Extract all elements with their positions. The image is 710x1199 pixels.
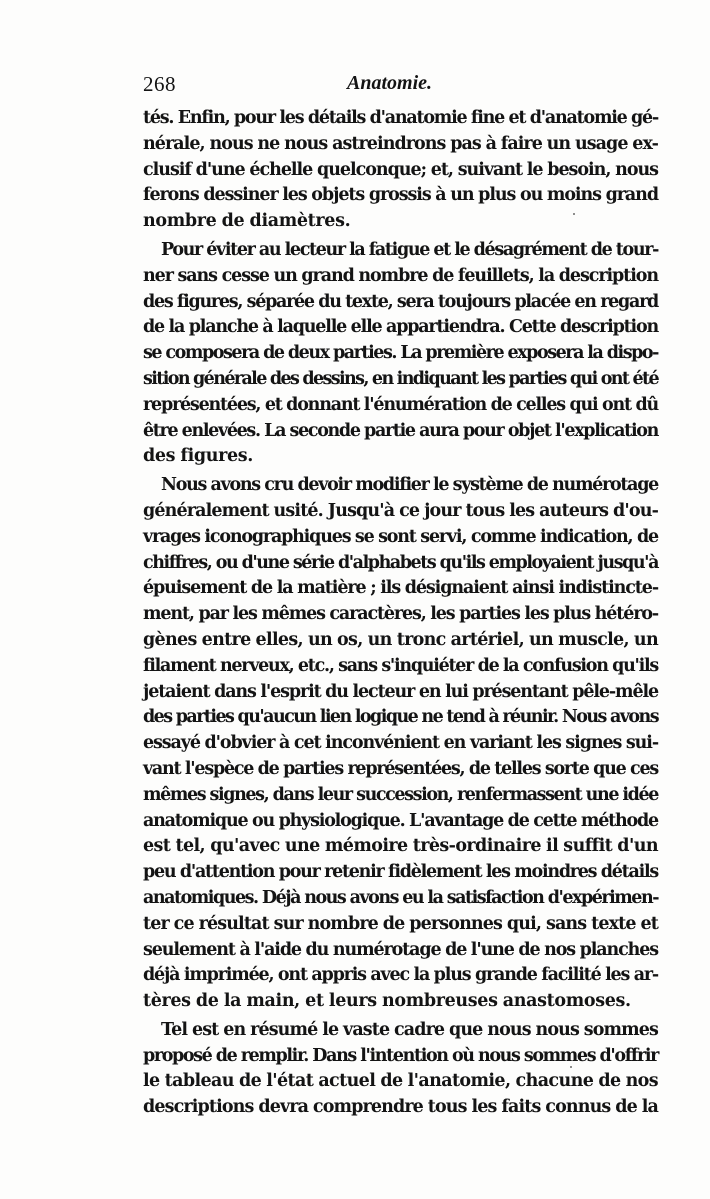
text-line: déjà imprimée, ont appris avec la plus grande facilité les ar- — [143, 965, 658, 986]
text-line: le tableau de l'état actuel de l'anatomie, chacune de nos — [143, 1071, 658, 1092]
text-line: anatomique ou physiologique. L'avantage de cette méthode — [143, 810, 658, 831]
text-line: ner sans cesse un grand nombre de feuillets, la description — [143, 265, 658, 286]
text-line: des figures, séparée du texte, sera toujours placée en regard — [143, 291, 658, 312]
text-line: être enlevées. La seconde partie aura pour objet l'explication — [143, 420, 658, 441]
text-line: des figures. — [143, 446, 254, 467]
text-line: est tel, qu'avec une mémoire très-ordinaire il suffit d'un — [143, 836, 658, 857]
text-line: chiffres, ou d'une série d'alphabets qu'ils employaient jusqu'à — [143, 552, 658, 573]
page-number: 268 — [143, 72, 176, 96]
text-line: mêmes signes, dans leur succession, renfermassent une idée — [143, 784, 658, 805]
text-line: vant l'espèce de parties représentées, de telles sorte que ces — [143, 758, 658, 779]
text-line: gènes entre elles, un os, un tronc artériel, un muscle, un — [143, 629, 658, 650]
paragraph-3 — [143, 473, 658, 1015]
text-line: ferons dessiner les objets grossis à un plus ou moins grand — [143, 185, 658, 206]
text-line: seulement à l'aide du numérotage de l'une de nos planches — [143, 939, 658, 960]
text-line: peu d'attention pour retenir fidèlement les moindres détails — [143, 862, 658, 883]
text-line: vrages iconographiques se sont servi, comme indication, de — [143, 526, 658, 547]
text-line: tés. Enfin, pour les détails d'anatomie fine et d'anatomie gé- — [143, 108, 658, 128]
text-line: sition générale des dessins, en indiquant les parties qui ont été — [143, 368, 658, 389]
text-line: nérale, nous ne nous astreindrons pas à faire un usage ex- — [143, 133, 658, 154]
paper-speck — [570, 1066, 572, 1068]
text-line: de la planche à laquelle elle appartiendra. Cette description — [143, 317, 658, 338]
text-line: des parties qu'aucun lien logique ne tend à réunir. Nous avons — [143, 707, 658, 728]
text-line: Pour éviter au lecteur la fatigue et le désagrément de tour- — [161, 239, 658, 260]
text-line: épuisement de la matière ; ils désignaient ainsi indistincte- — [143, 578, 658, 599]
text-line: Tel est en résumé le vaste cadre que nous nous sommes — [161, 1019, 658, 1040]
running-title: Anatomie. — [347, 72, 433, 94]
text-line: descriptions devra comprendre tous les faits connus de la — [143, 1097, 658, 1118]
text-line: ment, par les mêmes caractères, les parties les plus hétéro- — [143, 604, 658, 625]
text-line: ter ce résultat sur nombre de personnes qui, sans texte et — [143, 913, 658, 934]
text-line: essayé d'obvier à cet inconvénient en variant les signes sui- — [143, 733, 658, 754]
text-line: filament nerveux, etc., sans s'inquiéter de la confusion qu'ils — [143, 655, 658, 676]
body-text — [143, 106, 658, 1124]
text-line: généralement usité. Jusqu'à ce jour tous les auteurs d'ou- — [143, 500, 658, 521]
text-line: nombre de diamètres. — [143, 211, 351, 232]
text-line: tères de la main, et leurs nombreuses anastomoses. — [143, 991, 631, 1012]
text-line: proposé de remplir. Dans l'intention où nous sommes d'offrir — [143, 1045, 658, 1066]
running-header — [143, 72, 583, 102]
paper-speck — [573, 213, 575, 215]
text-line: représentées, et donnant l'énumération de celles qui ont dû — [143, 394, 658, 415]
text-line: jetaient dans l'esprit du lecteur en lui présentant pêle-mêle — [143, 681, 658, 702]
text-line: clusif d'une échelle quelconque; et, suivant le besoin, nous — [143, 159, 658, 180]
paragraph-4 — [143, 1018, 658, 1121]
text-line: se composera de deux parties. La première exposera la dispo- — [143, 343, 658, 364]
text-line: Nous avons cru devoir modifier le système de numérotage — [161, 475, 658, 496]
paragraph-2 — [143, 238, 658, 470]
paragraph-1 — [143, 106, 658, 235]
text-line: anatomiques. Déjà nous avons eu la satisfaction d'expérimen- — [143, 887, 658, 908]
